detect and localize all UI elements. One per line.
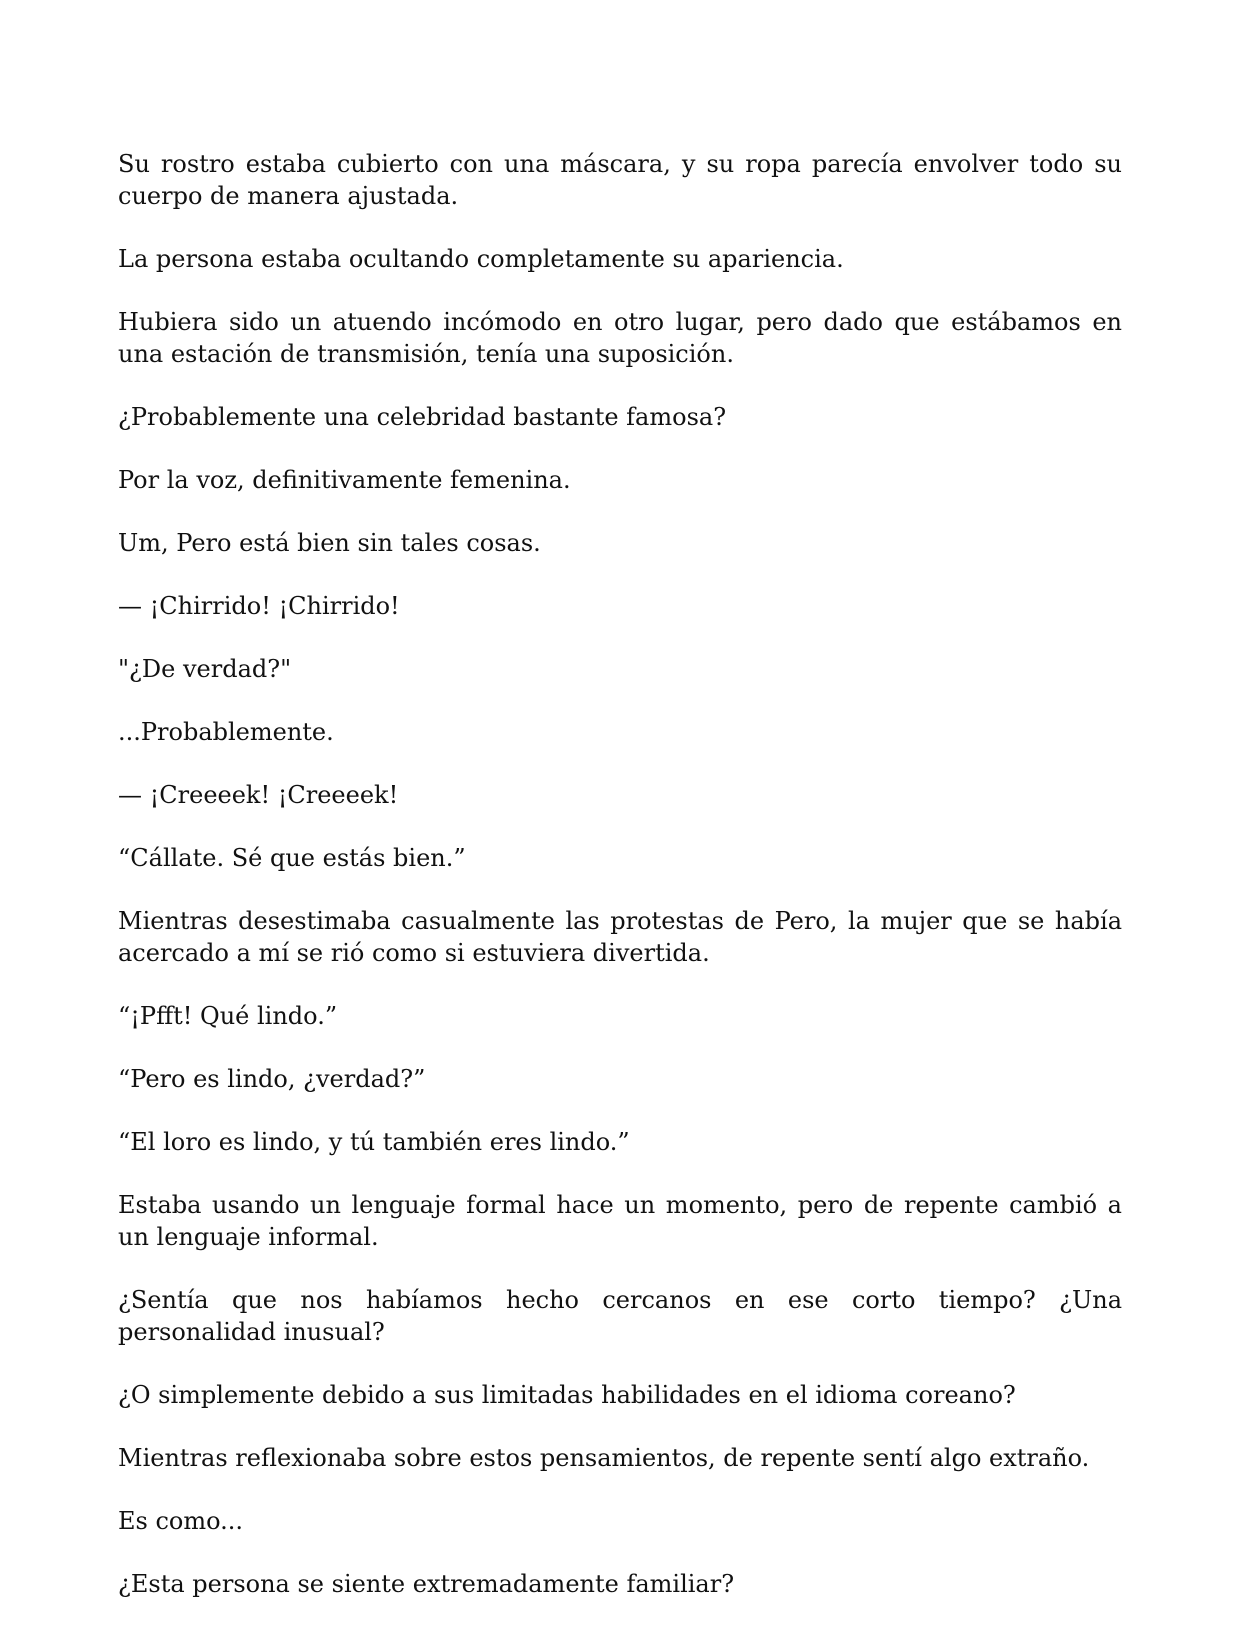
paragraph-20: Es como... [118, 1507, 244, 1535]
paragraph-19: Mientras reflexionaba sobre estos pensamientos, de repente sentí algo extraño. [118, 1444, 1090, 1472]
document-body [118, 148, 1122, 1631]
paragraph-12: Mientras desestimaba casualmente las protestas de Pero, la mujer que se había acercado a mí se rió como si estuviera divertida. [118, 907, 1122, 967]
paragraph-21: ¿Esta persona se siente extremadamente familiar? [118, 1570, 735, 1598]
paragraph-16: Estaba usando un lenguaje formal hace un momento, pero de repente cambió a un lenguaje informal. [118, 1191, 1122, 1251]
paragraph-8: "¿De verdad?" [118, 655, 292, 683]
paragraph-18: ¿O simplemente debido a sus limitadas habilidades en el idioma coreano? [118, 1381, 1016, 1409]
paragraph-10: — ¡Creeeek! ¡Creeeek! [118, 781, 399, 809]
paragraph-11: “Cállate. Sé que estás bien.” [118, 844, 466, 872]
paragraph-13: “¡Pfft! Qué lindo.” [118, 1002, 338, 1030]
paragraph-14: “Pero es lindo, ¿verdad?” [118, 1065, 426, 1093]
paragraph-7: — ¡Chirrido! ¡Chirrido! [118, 592, 400, 620]
paragraph-6: Um, Pero está bien sin tales cosas. [118, 529, 541, 557]
paragraph-15: “El loro es lindo, y tú también eres lindo.” [118, 1128, 630, 1156]
paragraph-5: Por la voz, definitivamente femenina. [118, 466, 571, 494]
paragraph-3: Hubiera sido un atuendo incómodo en otro lugar, pero dado que estábamos en una estación de transmisión, tenía una suposición. [118, 308, 1122, 368]
paragraph-2: La persona estaba ocultando completamente su apariencia. [118, 245, 844, 273]
paragraph-9: ...Probablemente. [118, 718, 334, 746]
paragraph-1: Su rostro estaba cubierto con una máscara, y su ropa parecía envolver todo su cuerpo de manera ajustada. [118, 150, 1122, 210]
paragraph-4: ¿Probablemente una celebridad bastante famosa? [118, 403, 727, 431]
paragraph-17: ¿Sentía que nos habíamos hecho cercanos en ese corto tiempo? ¿Una personalidad inusual? [118, 1286, 1122, 1346]
